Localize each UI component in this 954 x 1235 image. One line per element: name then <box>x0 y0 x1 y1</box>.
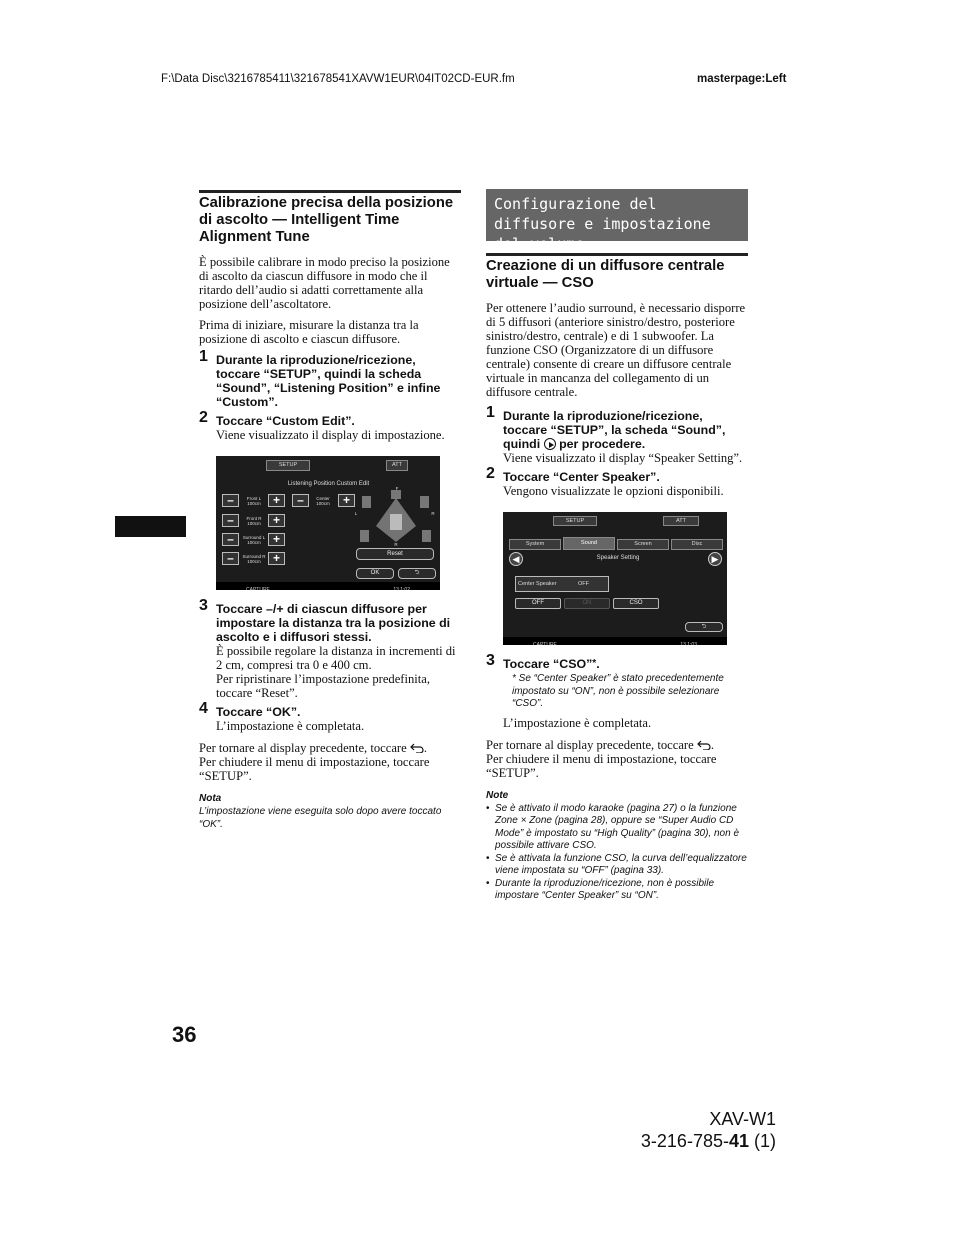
minus-button: – <box>222 533 239 546</box>
file-path: F:\Data Disc\3216785411\321678541XAVW1EUR\04IT02CD-EUR.fm <box>161 73 515 85</box>
back-instructions: Per tornare al display precedente, toccare . Per chiudere il menu di impostazione, toccare “SETUP”. <box>486 737 717 780</box>
note-item: • Se è attivata la funzione CSO, la curva dell’equalizzatore viene impostata su “OFF” (pagina 33). <box>486 853 748 878</box>
step-number: 2 <box>486 465 495 482</box>
note-item: • Se è attivato il modo karaoke (pagina 27) o la funzione Zone × Zone (pagina 28), oppure se “Super Audio CD Mode” è impostato su “High Quality” (pagina 30), non è possibile attivare CSO. <box>486 803 748 853</box>
step-text: Toccare “OK”. <box>216 705 301 719</box>
left-column <box>199 190 461 831</box>
step-text: per procedere. <box>559 437 646 451</box>
step-1 <box>486 404 748 465</box>
step-text: Toccare “CSO” <box>503 657 593 671</box>
center-label: Center 100cm <box>316 496 330 506</box>
screen-title: Speaker Setting <box>596 555 640 561</box>
plus-button: + <box>268 552 285 565</box>
ok-button: OK <box>356 568 394 579</box>
step-number: 1 <box>486 404 495 421</box>
speaker-diagram-icon <box>356 486 436 548</box>
next-page-icon: ▶ <box>708 552 722 566</box>
plus-button: + <box>338 494 355 507</box>
model-code: 3-216-785-41 (1) <box>640 1131 776 1151</box>
status-bar: CAPTURE 13 1:03 <box>503 637 727 645</box>
screen-title: Listening Position Custom Edit <box>287 481 370 487</box>
model-name: XAV-W1 <box>709 1109 776 1129</box>
next-arrow-icon <box>544 438 556 450</box>
plus-button: + <box>268 533 285 546</box>
front-marker: F <box>395 486 399 491</box>
left-marker: L <box>354 511 358 516</box>
section-title: Creazione di un diffusore centrale virtuale — CSO <box>486 258 725 291</box>
front-l-label: Front L 100cm <box>246 496 262 506</box>
back-button: ⮌ <box>398 568 436 579</box>
tab-system: System <box>509 539 561 550</box>
note-text: L’impostazione viene eseguita solo dopo avere toccato “OK”. <box>199 806 442 830</box>
step-number: 2 <box>199 409 208 426</box>
prev-page-icon: ◀ <box>509 552 523 566</box>
rule-divider <box>199 190 461 193</box>
chapter-banner: Configurazione del diffusore e impostazione del volume <box>486 189 748 241</box>
plus-button: + <box>268 514 285 527</box>
step-text-suffix: . <box>596 657 600 671</box>
tab-screen: Screen <box>617 539 669 550</box>
footnote: * Se “Center Speaker” è stato precedentemente impostato su “ON”, non è possibile selezionare “CSO”. <box>512 673 724 709</box>
page-number: 36 <box>172 1022 197 1047</box>
tab-sound: Sound <box>563 537 615 550</box>
option-on: ON <box>564 598 610 609</box>
step-desc: L’impostazione è completata. <box>216 719 365 733</box>
status-bar: CAPTURE 13 1:02 <box>216 582 440 590</box>
step-desc: L’impostazione è completata. <box>503 715 652 730</box>
masterpage-label: masterpage:Left <box>697 73 787 85</box>
step-desc: È possibile regolare la distanza in incrementi di 2 cm, compresi tra 0 e 400 cm. <box>216 644 456 672</box>
note-heading: Nota <box>199 793 222 804</box>
center-speaker-item: Center Speaker OFF <box>515 576 609 592</box>
footnote-marker: * <box>592 658 597 669</box>
step-number: 4 <box>199 700 208 717</box>
intro-paragraph: Per ottenere l’audio surround, è necessario disporre di 5 diffusori (anteriore sinistro/destro, posteriore sinistro/destro, centrale) e di 1 subwoofer. La funzione CSO (Organizzatore di un diffusore centrale) consente di creare un diffusore centrale virtuale in mancanza del collegamento di un diffusore centrale. <box>486 301 746 399</box>
step-text: Toccare –/+ di ciascun diffusore per impostare la distanza tra la posizione di ascolto e i diffusori stessi. <box>216 602 451 644</box>
step-number: 1 <box>199 348 208 365</box>
att-button: ATT <box>663 516 699 526</box>
step-desc: Viene visualizzato il display di impostazione. <box>216 428 445 442</box>
step-text: Durante la riproduzione/ricezione, toccare “SETUP”, quindi la scheda “Sound”, “Listening Position” e infine “Custom”. <box>216 353 441 409</box>
step-3 <box>199 597 461 700</box>
back-arrow-icon <box>410 743 424 753</box>
att-button: ATT <box>386 460 408 471</box>
step-3 <box>486 652 748 730</box>
step-1 <box>199 348 461 409</box>
minus-button: – <box>292 494 309 507</box>
screenshot-speaker-setting <box>503 512 727 645</box>
note-item: • Durante la riproduzione/ricezione, non è possibile impostare “Center Speaker” su “ON”. <box>486 878 748 903</box>
front-r-label: Front R 100cm <box>246 516 262 526</box>
step-number: 3 <box>199 597 208 614</box>
right-marker: R <box>431 511 435 516</box>
step-text: Toccare “Custom Edit”. <box>216 414 355 428</box>
step-2 <box>199 409 461 442</box>
setup-tab: SETUP <box>266 460 310 471</box>
screenshot-custom-edit <box>216 456 440 590</box>
surround-l-label: Surround L 100cm <box>242 535 266 545</box>
minus-button: – <box>222 514 239 527</box>
setup-tab: SETUP <box>553 516 597 526</box>
step-desc: Vengono visualizzate le opzioni disponibili. <box>503 484 724 498</box>
back-button: ⮌ <box>685 622 723 632</box>
reset-button: Reset <box>356 548 434 560</box>
section-tab-marker <box>115 516 186 537</box>
option-cso: CSO <box>613 598 659 609</box>
rear-marker: R <box>394 542 398 547</box>
plus-button: + <box>268 494 285 507</box>
minus-button: – <box>222 494 239 507</box>
back-instructions: Per tornare al display precedente, toccare . Per chiudere il menu di impostazione, toccare “SETUP”. <box>199 741 430 783</box>
section-title: Calibrazione precisa della posizione di ascolto — Intelligent Time Alignment Tune <box>199 195 454 245</box>
step-desc: Viene visualizzato il display “Speaker Setting”. <box>503 451 743 465</box>
step-text: Toccare “Center Speaker”. <box>503 470 660 484</box>
option-off: OFF <box>515 598 561 609</box>
note-heading: Note <box>486 789 509 801</box>
tab-disc: Disc <box>671 539 723 550</box>
right-column <box>486 189 748 903</box>
step-2 <box>486 465 748 498</box>
step-text: Durante la riproduzione/ricezione, toccare “SETUP”, la scheda “Sound”, quindi <box>503 409 726 451</box>
step-desc: Per ripristinare l’impostazione predefinita, toccare “Reset”. <box>216 672 431 700</box>
step-4 <box>199 700 461 733</box>
step-number: 3 <box>486 652 495 669</box>
surround-r-label: Surround R 100cm <box>242 554 266 564</box>
back-arrow-icon <box>697 740 711 750</box>
minus-button: – <box>222 552 239 565</box>
intro-paragraph: È possibile calibrare in modo preciso la posizione di ascolto da ciascun diffusore in modo che il ritardo dell’audio si adatti correttamente alla posizione dell’ascoltatore. <box>199 255 450 311</box>
prep-paragraph: Prima di iniziare, misurare la distanza tra la posizione di ascolto e ciascun diffusore. <box>199 318 419 346</box>
model-info <box>641 1108 776 1152</box>
